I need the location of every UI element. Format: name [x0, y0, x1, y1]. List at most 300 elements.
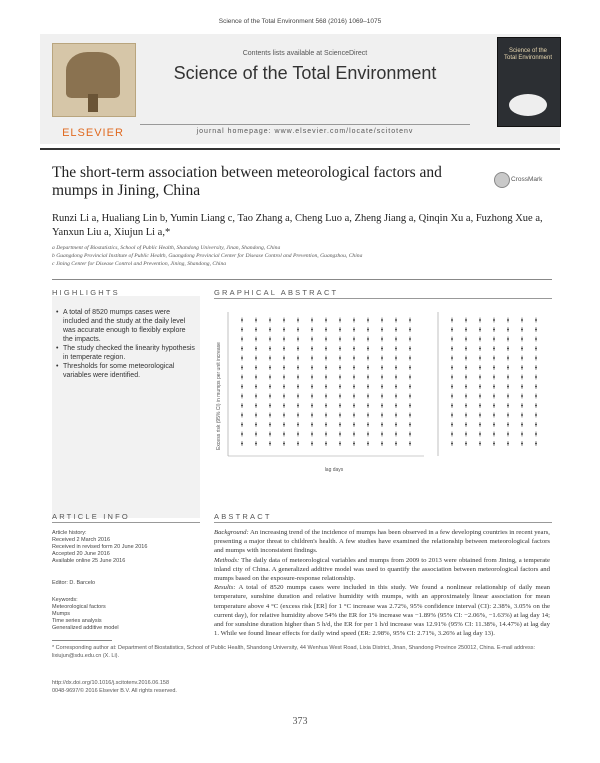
ga-point-estimate: [409, 443, 411, 445]
ga-point-estimate: [395, 338, 397, 340]
ga-point-estimate: [367, 424, 369, 426]
ga-point-estimate: [367, 348, 369, 350]
ga-point-estimate: [297, 395, 299, 397]
ga-point-estimate: [269, 414, 271, 416]
ga-point-estimate: [451, 338, 453, 340]
ga-point-estimate: [409, 348, 411, 350]
ga-point-estimate: [381, 405, 383, 407]
ga-point-estimate: [241, 443, 243, 445]
ga-point-estimate: [325, 367, 327, 369]
ga-point-estimate: [241, 348, 243, 350]
journal-title: Science of the Total Environment: [173, 63, 437, 83]
ga-point-estimate: [451, 395, 453, 397]
affiliation-b: b Guangdong Provincial Institute of Public Health, Guangdong Provincial Center for Disease Control and Prevention, Guangzhou, China: [52, 253, 363, 259]
ga-point-estimate: [451, 443, 453, 445]
ga-point-estimate: [465, 414, 467, 416]
ga-point-estimate: [255, 338, 257, 340]
ga-point-estimate: [297, 367, 299, 369]
ga-point-estimate: [507, 329, 509, 331]
ga-point-estimate: [535, 386, 537, 388]
ga-point-estimate: [479, 386, 481, 388]
ga-point-estimate: [479, 319, 481, 321]
ga-point-estimate: [493, 414, 495, 416]
ga-point-estimate: [409, 376, 411, 378]
ga-point-estimate: [269, 395, 271, 397]
highlights-heading: HIGHLIGHTS: [52, 288, 120, 297]
ga-point-estimate: [339, 424, 341, 426]
ga-point-estimate: [269, 338, 271, 340]
ga-point-estimate: [353, 414, 355, 416]
ga-point-estimate: [451, 433, 453, 435]
ga-y-label: Excess risk (95% CI) in mumps per unit increase: [216, 342, 222, 450]
ga-point-estimate: [465, 338, 467, 340]
ga-point-estimate: [339, 443, 341, 445]
ga-point-estimate: [339, 329, 341, 331]
author-list: Runzi Li a, Hualiang Lin b, Yumin Liang c, Tao Zhang a, Cheng Luo a, Zheng Jiang a, Qinqin Xu a, Fuzhong Xue a, Yanxun Liu a, Xiujun Li a,*: [52, 213, 543, 238]
ga-point-estimate: [269, 367, 271, 369]
ga-point-estimate: [465, 386, 467, 388]
contents-line[interactable]: Contents lists available at ScienceDirect: [242, 50, 368, 57]
ga-point-estimate: [311, 338, 313, 340]
ga-point-estimate: [381, 319, 383, 321]
ga-point-estimate: [409, 395, 411, 397]
doi-block: [52, 680, 352, 695]
ga-point-estimate: [535, 414, 537, 416]
ga-point-estimate: [521, 433, 523, 435]
ga-point-estimate: [507, 357, 509, 359]
ga-point-estimate: [493, 357, 495, 359]
ga-point-estimate: [535, 395, 537, 397]
graphical-abstract-heading: GRAPHICAL ABSTRACT: [214, 288, 339, 297]
ga-point-estimate: [493, 395, 495, 397]
ga-point-estimate: [507, 376, 509, 378]
ga-point-estimate: [255, 443, 257, 445]
ga-point-estimate: [325, 338, 327, 340]
ga-point-estimate: [241, 329, 243, 331]
ga-point-estimate: [325, 357, 327, 359]
ga-point-estimate: [311, 376, 313, 378]
history-entry: Available online 25 June 2016: [52, 558, 126, 564]
ga-point-estimate: [493, 376, 495, 378]
ga-point-estimate: [283, 405, 285, 407]
ga-point-estimate: [493, 319, 495, 321]
ga-point-estimate: [297, 424, 299, 426]
masthead-rule: [140, 124, 470, 125]
keyword: Meteorological factors: [52, 604, 106, 610]
ga-point-estimate: [507, 433, 509, 435]
ga-point-estimate: [395, 329, 397, 331]
ga-point-estimate: [325, 376, 327, 378]
ga-point-estimate: [521, 386, 523, 388]
ga-point-estimate: [521, 424, 523, 426]
ga-point-estimate: [395, 433, 397, 435]
ga-point-estimate: [353, 376, 355, 378]
background-label: Background:: [214, 529, 249, 536]
ga-point-estimate: [409, 338, 411, 340]
ga-point-estimate: [479, 424, 481, 426]
ga-point-estimate: [339, 386, 341, 388]
article-info-rule: [52, 522, 200, 523]
ga-point-estimate: [493, 424, 495, 426]
ga-point-estimate: [465, 424, 467, 426]
ga-point-estimate: [535, 357, 537, 359]
abstract-rule: [214, 522, 552, 523]
ga-point-estimate: [381, 376, 383, 378]
ga-point-estimate: [535, 319, 537, 321]
ga-point-estimate: [255, 376, 257, 378]
ga-point-estimate: [339, 357, 341, 359]
ga-point-estimate: [311, 319, 313, 321]
ga-point-estimate: [381, 357, 383, 359]
ga-point-estimate: [451, 414, 453, 416]
ga-point-estimate: [255, 433, 257, 435]
copyright: 0048-9697/© 2016 Elsevier B.V. All rights reserved.: [52, 687, 177, 694]
ga-point-estimate: [395, 443, 397, 445]
affiliation-a: a Department of Biostatistics, School of Public Health, Shandong University, Jinan, Shandong, China: [52, 245, 281, 251]
article-title: The short-term association between meteorological factors and mumps in Jining, China: [52, 164, 442, 199]
ga-point-estimate: [395, 405, 397, 407]
ga-point-estimate: [395, 386, 397, 388]
ga-point-estimate: [311, 433, 313, 435]
ga-point-estimate: [311, 424, 313, 426]
ga-point-estimate: [507, 414, 509, 416]
ga-point-estimate: [353, 329, 355, 331]
ga-point-estimate: [479, 329, 481, 331]
ga-point-estimate: [283, 329, 285, 331]
doi-link[interactable]: http://dx.doi.org/10.1016/j.scitotenv.2016.06.158: [52, 680, 170, 686]
crossmark-icon: [494, 172, 510, 188]
ga-point-estimate: [311, 348, 313, 350]
ga-point-estimate: [395, 367, 397, 369]
ga-point-estimate: [325, 414, 327, 416]
ga-point-estimate: [493, 405, 495, 407]
ga-point-estimate: [241, 424, 243, 426]
ga-point-estimate: [465, 376, 467, 378]
ga-point-estimate: [353, 338, 355, 340]
ga-point-estimate: [311, 395, 313, 397]
ga-point-estimate: [535, 424, 537, 426]
ga-point-estimate: [535, 405, 537, 407]
ga-point-estimate: [451, 424, 453, 426]
ga-point-estimate: [283, 424, 285, 426]
ga-point-estimate: [451, 376, 453, 378]
abstract-heading: ABSTRACT: [214, 512, 272, 521]
ga-point-estimate: [367, 357, 369, 359]
highlight-item: • A total of 8520 mumps cases were included and the study at the daily level was accurate enough to flexibly explore the impacts.: [56, 308, 196, 344]
ga-bars: [241, 318, 537, 447]
ga-point-estimate: [535, 329, 537, 331]
ga-point-estimate: [479, 367, 481, 369]
keyword: Time series analysis: [52, 618, 102, 624]
ga-point-estimate: [255, 357, 257, 359]
ga-point-estimate: [297, 443, 299, 445]
abstract-text: [214, 528, 550, 638]
ga-point-estimate: [339, 376, 341, 378]
ga-point-estimate: [507, 424, 509, 426]
ga-point-estimate: [283, 443, 285, 445]
journal-homepage-link[interactable]: journal homepage: www.elsevier.com/locate/scitotenv: [196, 128, 414, 135]
ga-point-estimate: [409, 357, 411, 359]
graphical-abstract-rule: [214, 298, 552, 299]
ga-point-estimate: [297, 338, 299, 340]
ga-point-estimate: [339, 319, 341, 321]
ga-point-estimate: [283, 386, 285, 388]
ga-point-estimate: [493, 338, 495, 340]
ga-point-estimate: [255, 424, 257, 426]
ga-point-estimate: [507, 405, 509, 407]
footnote-rule: [52, 640, 112, 641]
ga-point-estimate: [521, 329, 523, 331]
ga-point-estimate: [283, 414, 285, 416]
ga-point-estimate: [353, 395, 355, 397]
header-divider: [40, 148, 560, 150]
highlight-item: • The study checked the linearity hypothesis in temperate region.: [56, 344, 196, 362]
keyword: Mumps: [52, 611, 71, 617]
ga-point-estimate: [339, 433, 341, 435]
ga-point-estimate: [269, 357, 271, 359]
keyword: Generalized additive model: [52, 625, 119, 631]
ga-point-estimate: [381, 329, 383, 331]
background-text: An increasing trend of the incidence of mumps has been observed in a few developing countries in recent years, presenting a major threat to children's health. A few studies have examined the relationship between meteorological factors and mumps with inconsistent findings.: [214, 529, 550, 555]
ga-point-estimate: [353, 357, 355, 359]
crossmark-label: CrossMark: [511, 176, 543, 183]
ga-point-estimate: [339, 338, 341, 340]
ga-point-estimate: [381, 424, 383, 426]
ga-point-estimate: [269, 376, 271, 378]
ga-point-estimate: [465, 443, 467, 445]
ga-point-estimate: [381, 414, 383, 416]
ga-point-estimate: [367, 433, 369, 435]
ga-point-estimate: [381, 395, 383, 397]
ga-point-estimate: [339, 405, 341, 407]
ga-point-estimate: [409, 414, 411, 416]
ga-point-estimate: [535, 367, 537, 369]
graphical-abstract-figure[interactable]: [214, 306, 552, 480]
ga-point-estimate: [269, 319, 271, 321]
ga-point-estimate: [283, 376, 285, 378]
ga-point-estimate: [255, 414, 257, 416]
ga-point-estimate: [479, 357, 481, 359]
ga-point-estimate: [479, 338, 481, 340]
ga-point-estimate: [521, 367, 523, 369]
ga-point-estimate: [339, 414, 341, 416]
ga-point-estimate: [269, 405, 271, 407]
ga-point-estimate: [283, 319, 285, 321]
ga-point-estimate: [381, 443, 383, 445]
ga-point-estimate: [297, 433, 299, 435]
ga-point-estimate: [269, 386, 271, 388]
ga-point-estimate: [353, 443, 355, 445]
ga-point-estimate: [493, 443, 495, 445]
ga-point-estimate: [241, 414, 243, 416]
ga-point-estimate: [451, 386, 453, 388]
ga-point-estimate: [367, 386, 369, 388]
ga-point-estimate: [269, 424, 271, 426]
ga-point-estimate: [311, 405, 313, 407]
ga-point-estimate: [493, 348, 495, 350]
ga-point-estimate: [507, 386, 509, 388]
ga-point-estimate: [409, 319, 411, 321]
ga-point-estimate: [255, 395, 257, 397]
ga-point-estimate: [395, 319, 397, 321]
affiliation-c: c Jining Center for Disease Control and Prevention, Jining, Shandong, China: [52, 261, 227, 267]
ga-point-estimate: [269, 433, 271, 435]
ga-point-estimate: [493, 367, 495, 369]
ga-point-estimate: [325, 386, 327, 388]
history-entry: Accepted 20 June 2016: [52, 551, 110, 557]
crossmark-button[interactable]: [494, 170, 554, 190]
ga-point-estimate: [241, 338, 243, 340]
page-number: 373: [292, 716, 308, 727]
ga-point-estimate: [241, 405, 243, 407]
elsevier-tree-icon: [66, 52, 120, 98]
ga-point-estimate: [451, 319, 453, 321]
elsevier-trunk-icon: [88, 94, 98, 112]
ga-point-estimate: [283, 433, 285, 435]
history-entry: Received in revised form 20 June 2016: [52, 544, 148, 550]
ga-point-estimate: [521, 376, 523, 378]
ga-point-estimate: [409, 367, 411, 369]
ga-point-estimate: [409, 433, 411, 435]
ga-point-estimate: [367, 395, 369, 397]
ga-point-estimate: [255, 329, 257, 331]
ga-point-estimate: [269, 329, 271, 331]
ga-point-estimate: [521, 338, 523, 340]
ga-point-estimate: [507, 319, 509, 321]
ga-point-estimate: [521, 357, 523, 359]
ga-point-estimate: [535, 433, 537, 435]
highlight-item: • Thresholds for some meteorological variables were identified.: [56, 362, 196, 380]
ga-point-estimate: [283, 357, 285, 359]
ga-point-estimate: [535, 348, 537, 350]
ga-point-estimate: [297, 329, 299, 331]
corresponding-author-footnote: * Corresponding author at: Department of Biostatistics, School of Public Health, Shandong University, 44 Wenhua West Road, Lixia District, Jinan, Shandong Province 250012, China. E-mail address: lixiujun@sdu.edu.cn (X. Li).: [52, 645, 536, 659]
ga-point-estimate: [367, 338, 369, 340]
ga-point-estimate: [465, 367, 467, 369]
history-label: Article history:: [52, 530, 87, 536]
ga-point-estimate: [325, 443, 327, 445]
ga-point-estimate: [297, 348, 299, 350]
ga-point-estimate: [465, 357, 467, 359]
methods-label: Methods:: [214, 556, 240, 564]
ga-point-estimate: [395, 395, 397, 397]
ga-point-estimate: [283, 348, 285, 350]
ga-point-estimate: [311, 367, 313, 369]
ga-point-estimate: [451, 329, 453, 331]
ga-point-estimate: [269, 348, 271, 350]
ga-point-estimate: [325, 433, 327, 435]
ga-point-estimate: [521, 405, 523, 407]
ga-point-estimate: [367, 414, 369, 416]
ga-point-estimate: [409, 329, 411, 331]
ga-point-estimate: [283, 338, 285, 340]
ga-point-estimate: [479, 348, 481, 350]
ga-point-estimate: [367, 443, 369, 445]
ga-point-estimate: [297, 386, 299, 388]
ga-point-estimate: [395, 424, 397, 426]
article-info-heading: ARTICLE INFO: [52, 512, 130, 521]
ga-point-estimate: [241, 395, 243, 397]
ga-point-estimate: [465, 405, 467, 407]
ga-point-estimate: [479, 414, 481, 416]
ga-point-estimate: [367, 319, 369, 321]
article-history: [52, 530, 202, 565]
ga-point-estimate: [381, 433, 383, 435]
ga-point-estimate: [395, 357, 397, 359]
ga-point-estimate: [255, 405, 257, 407]
ga-point-estimate: [493, 329, 495, 331]
results-text: A total of 8520 mumps cases were included in this study. We found a nonlinear relationship of daily mean temperature, sunshine duration and relative humidity with mumps, with an approximately linear association for mean temperature above 4 °C (excess risk [ER] for 1 °C increase was 2.72%, 95% confidence interval (CI): 2.38%, 3.05% on the current day), for relative humidity above 54% the ER for 1% increase was −1.89% (95% CI: −2.06%, −1.63%) at lag day 14; and for sunshine duration higher than 5 h/d, the ER for per 1 h/d increase was 12.91% (95% CI: 11.38%, 14.47%) at lag day 1. While we found linear effects for daily wind speed (ER: 2.98%, 95% CI: 2.71%, 3.26% at lag day 13).: [214, 584, 551, 638]
ga-point-estimate: [353, 405, 355, 407]
ga-point-estimate: [395, 348, 397, 350]
journal-cover-image: [509, 94, 547, 116]
ga-point-estimate: [409, 386, 411, 388]
ga-point-estimate: [479, 395, 481, 397]
ga-point-estimate: [381, 386, 383, 388]
ga-point-estimate: [465, 348, 467, 350]
ga-point-estimate: [381, 338, 383, 340]
ga-point-estimate: [325, 395, 327, 397]
ga-point-estimate: [297, 357, 299, 359]
ga-point-estimate: [451, 348, 453, 350]
ga-point-estimate: [367, 376, 369, 378]
ga-point-estimate: [311, 386, 313, 388]
publisher-name: ELSEVIER: [62, 127, 124, 139]
ga-point-estimate: [535, 376, 537, 378]
ga-point-estimate: [325, 329, 327, 331]
ga-point-estimate: [311, 414, 313, 416]
ga-point-estimate: [297, 405, 299, 407]
keywords-label: Keywords:: [52, 597, 78, 603]
ga-point-estimate: [535, 443, 537, 445]
results-label: Results:: [214, 584, 236, 592]
ga-point-estimate: [465, 433, 467, 435]
ga-point-estimate: [353, 433, 355, 435]
ga-point-estimate: [479, 443, 481, 445]
methods-text: The daily data of meteorological variables and mumps from 2009 to 2013 were obtained from Jining, a temperate inland city of China. A generalized additive model was used to quantify the association between meteorological factors and mumps based on the exposure-response relationship.: [214, 556, 550, 583]
ga-point-estimate: [325, 348, 327, 350]
ga-point-estimate: [479, 433, 481, 435]
ga-point-estimate: [311, 357, 313, 359]
ga-point-estimate: [283, 367, 285, 369]
ga-point-estimate: [241, 386, 243, 388]
ga-x-label: lag days: [324, 467, 344, 473]
ga-point-estimate: [255, 367, 257, 369]
ga-point-estimate: [353, 386, 355, 388]
ga-point-estimate: [339, 367, 341, 369]
journal-cover-title: Science of the Total Environment: [503, 48, 553, 61]
ga-point-estimate: [241, 367, 243, 369]
ga-point-estimate: [353, 319, 355, 321]
ga-point-estimate: [367, 405, 369, 407]
editor-line: Editor: D. Barcelo: [52, 580, 96, 586]
ga-point-estimate: [451, 357, 453, 359]
ga-point-estimate: [241, 357, 243, 359]
ga-point-estimate: [507, 367, 509, 369]
ga-point-estimate: [465, 395, 467, 397]
journal-citation: Science of the Total Environment 568 (2016) 1069–1075: [218, 18, 382, 25]
ga-point-estimate: [241, 319, 243, 321]
ga-point-estimate: [395, 376, 397, 378]
ga-point-estimate: [255, 348, 257, 350]
ga-point-estimate: [521, 395, 523, 397]
ga-point-estimate: [409, 424, 411, 426]
ga-point-estimate: [507, 338, 509, 340]
ga-point-estimate: [241, 376, 243, 378]
ga-point-estimate: [255, 386, 257, 388]
ga-point-estimate: [507, 395, 509, 397]
ga-point-estimate: [521, 348, 523, 350]
